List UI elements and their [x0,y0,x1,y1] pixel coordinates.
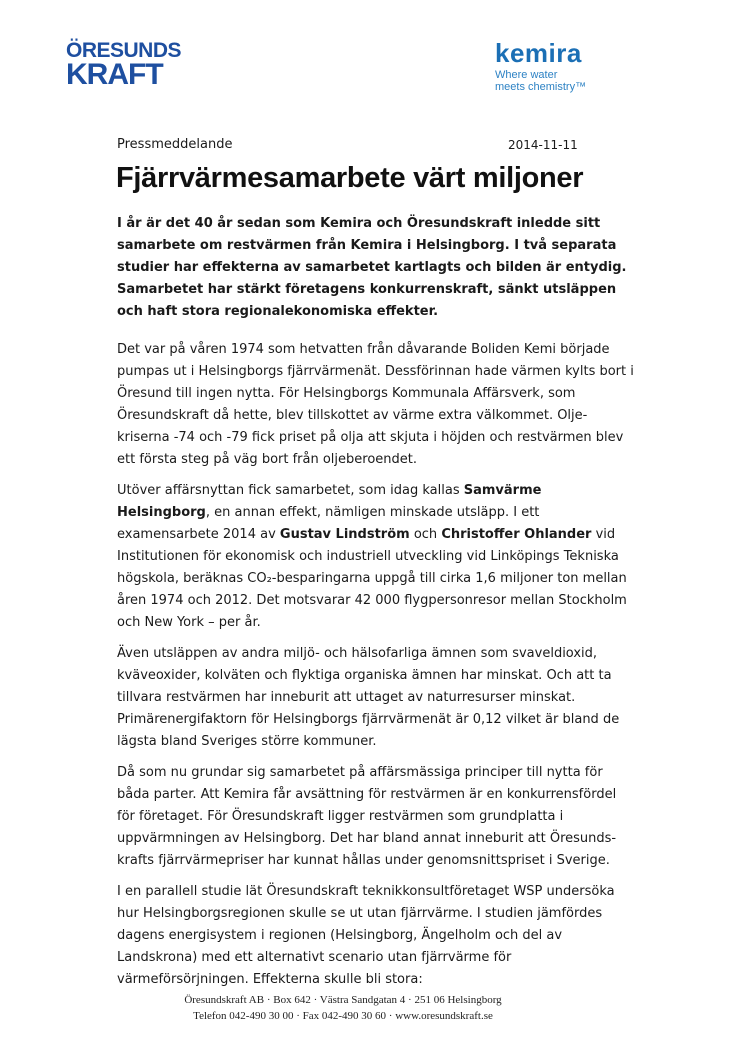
kemira-tagline-2: meets chemistry™ [495,81,587,93]
footer-contact: Telefon 042-490 30 00 · Fax 042-490 30 60 · www.oresundskraft.se [193,1010,493,1022]
oresundskraft-logo [66,40,198,90]
logo-left-line2: KRAFT [66,58,163,91]
lead-paragraph: I år är det 40 år sedan som Kemira och Öresundskraft inledde sitt samarbete om restvärmen från Kemira i Helsingborg. I två separata studier har effekterna av samarbetet kartlagts och bilden är entydig. Samarbetet har stärkt företagens konkurrenskraft, sänkt utsläppen och haft stora regionalekonomiska effekter. [117,216,627,319]
p2-samvarme: Samvärme Helsingborg [117,483,542,520]
page-title: Fjärrvärmesamarbete värt miljoner [116,162,584,194]
kemira-logo [495,40,635,93]
p2-part-e: och [409,527,442,542]
footer-address: Öresundskraft AB · Box 642 · Västra Sandgatan 4 · 251 06 Helsingborg [184,994,502,1006]
paragraph-1: Det var på våren 1974 som hetvatten från dåvarande Boliden Kemi började pumpas ut i Helsingborgs fjärrvärmenät. Dessförinnan hade värmen kylts bort i Öresund till ingen nytta. För Helsingborgs Kommunala Affärsverk, som Öresundskraft då hette, blev tillskottet av värme extra välkommet. Olje-kriserna -74 och -79 fick priset på olja att skjuta i höjden och restvärmen blev ett första steg på väg bort från oljeberoendet. [117,342,634,467]
kemira-tagline-1: Where water [495,69,558,81]
p2-author-2: Christoffer Ohlander [441,527,592,542]
p2-author-1: Gustav Lindström [279,527,410,542]
logo-left-line1: ÖRESUNDS [66,39,182,62]
kemira-logo-name: kemira [495,38,582,68]
paragraph-5: I en parallell studie lät Öresundskraft teknikkonsultföretaget WSP undersöka hur Helsingborgsregionen skulle se ut utan fjärrvärme. I studien jämfördes dagens energisystem i regionen (Helsingborg, Ängelholm och del av Landskrona) med ett alternativt scenario utan fjärrvärme för värmeförsörjningen. Effekterna skulle bli stora: [117,884,615,987]
page-footer [0,992,640,1024]
article-body [117,213,637,1000]
document-date: 2014-11-11 [508,138,578,152]
paragraph-2 [117,480,637,634]
p2-part-g: vid Institutionen för ekonomisk och industriell utveckling vid Linköpings Tekniska högskola, beräknas CO₂-besparingarna uppgå till cirka 1,6 miljoner ton mellan åren 1974 och 2012. Det motsvarar 42 000 flygpersonresor mellan Stockholm och New York – per år. [117,527,627,630]
paragraph-4: Då som nu grundar sig samarbetet på affärsmässiga principer till nytta för båda parter. Att Kemira får avsättning för restvärmen är en konkurrensfördel för företaget. För Öresundskraft ligger restvärmen som grundplatta i uppvärmningen av Helsingborg. Det har bland annat inneburit att Öresunds-krafts fjärrvärmepriser har kunnat hållas under genomsnittspriset i Sverige. [117,765,617,868]
paragraph-3: Även utsläppen av andra miljö- och hälsofarliga ämnen som svaveldioxid, kväveoxider, kolväten och flyktiga organiska ämnen har minskat. Och att ta tillvara restvärmen har inneburit att uttaget av naturresurser minskat. Primärenergifaktorn för Helsingborgs fjärrvärmenät är 0,12 vilket är bland de lägsta bland Sveriges större kommuner. [117,646,620,749]
p2-part-a: Utöver affärsnyttan fick samarbetet, som idag kallas [117,483,464,498]
document-label: Pressmeddelande [117,137,233,152]
p2-part-c: , en annan effekt, nämligen minskade utsläpp. I ett examensarbete 2014 av [117,505,540,542]
